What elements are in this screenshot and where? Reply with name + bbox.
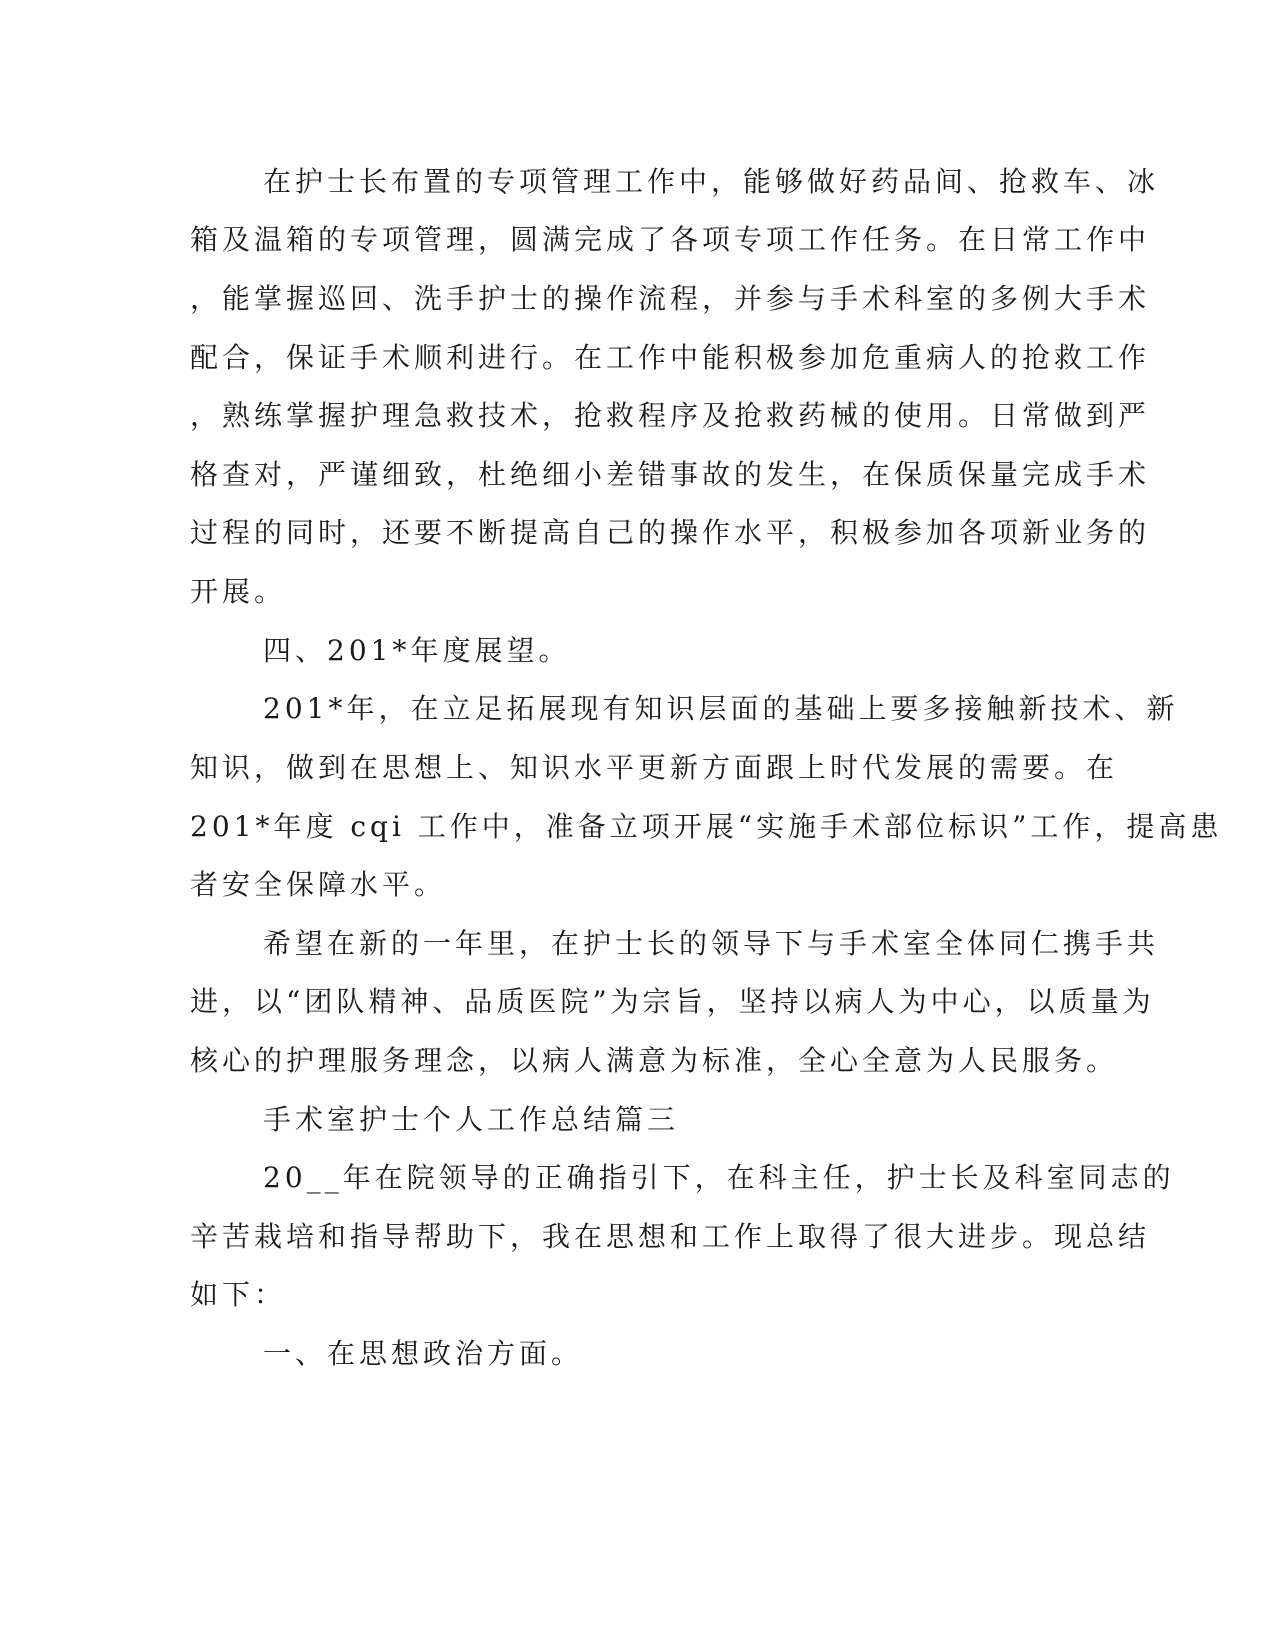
- paragraph-line: ，熟练掌握护理急救技术，抢救程序及抢救药械的使用。日常做到严: [190, 399, 1151, 432]
- paragraph-line: ，能掌握巡回、洗手护士的操作流程，并参与手术科室的多例大手术: [190, 282, 1151, 315]
- paragraph-line: 20__年在院领导的正确指引下，在科主任，护士长及科室同志的: [263, 1161, 1175, 1194]
- section-heading: 四、201*年度展望。: [263, 634, 571, 667]
- paragraph-line: 知识，做到在思想上、知识水平更新方面跟上时代发展的需要。在: [190, 751, 1119, 784]
- paragraph-line: 在护士长布置的专项管理工作中，能够做好药品间、抢救车、冰: [263, 165, 1160, 198]
- section-heading: 一、在思想政治方面。: [263, 1337, 584, 1370]
- paragraph-line: 箱及温箱的专项管理，圆满完成了各项专项工作任务。在日常工作中: [190, 223, 1151, 256]
- paragraph-line: 201*年，在立足拓展现有知识层面的基础上要多接触新技术、新: [263, 692, 1179, 725]
- paragraph-line: 格查对，严谨细致，杜绝细小差错事故的发生，在保质保量完成手术: [190, 458, 1151, 491]
- paragraph-line: 进，以“团队精神、品质医院”为宗旨，坚持以病人为中心，以质量为: [190, 985, 1155, 1018]
- paragraph-line: 过程的同时，还要不断提高自己的操作水平，积极参加各项新业务的: [190, 516, 1151, 549]
- paragraph-line: 配合，保证手术顺利进行。在工作中能积极参加危重病人的抢救工作: [190, 341, 1151, 374]
- paragraph-line: 者安全保障水平。: [190, 868, 447, 901]
- paragraph-line: 核心的护理服务理念，以病人满意为标准，全心全意为人民服务。: [190, 1044, 1119, 1077]
- paragraph-line: 开展。: [190, 575, 287, 608]
- paragraph-line: 201*年度 cqi 工作中，准备立项开展“实施手术部位标识”工作，提高患: [190, 810, 1223, 843]
- paragraph-line: 辛苦栽培和指导帮助下，我在思想和工作上取得了很大进步。现总结: [190, 1220, 1151, 1253]
- paragraph-line: 希望在新的一年里，在护士长的领导下与手术室全体同仁携手共: [263, 927, 1160, 960]
- paragraph-line: 如下：: [190, 1278, 287, 1311]
- section-title: 手术室护士个人工作总结篇三: [263, 1103, 680, 1136]
